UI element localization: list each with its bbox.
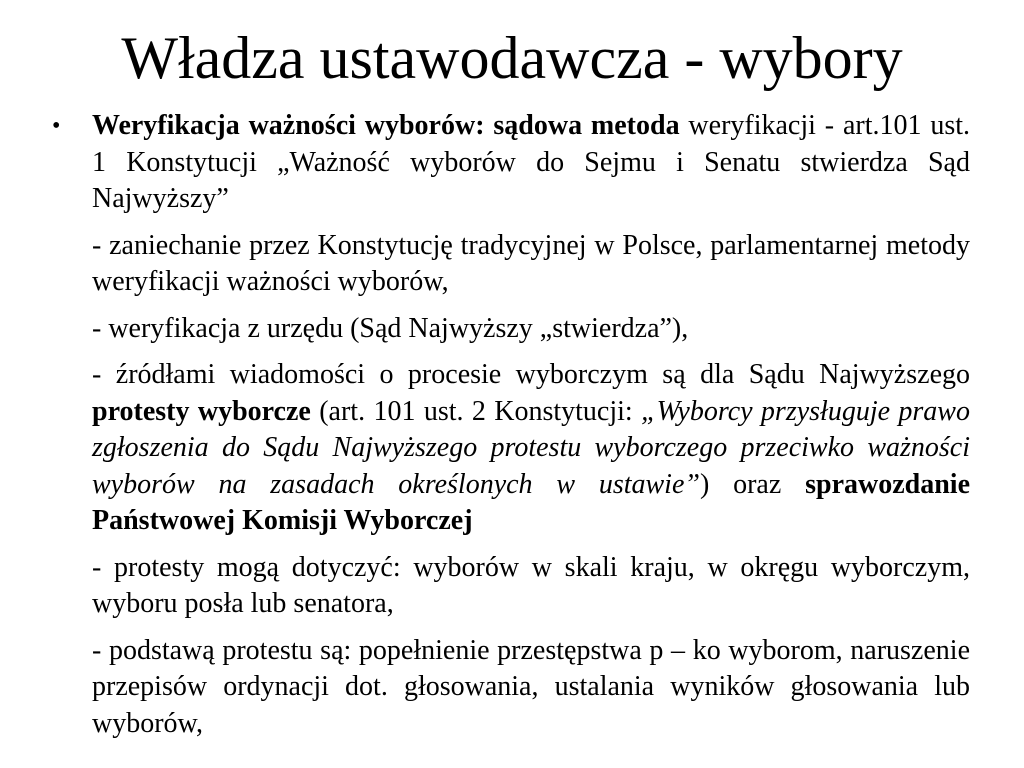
- paragraph-sources: [92, 357, 970, 540]
- paragraph-verification-bold: Weryfikacja ważności wyborów: sądowa metoda: [92, 110, 680, 141]
- paragraph-verification: [52, 108, 970, 218]
- sources-report-bold: sprawozdanie Państwowej Komisji Wyborczej: [92, 468, 970, 536]
- paragraph-protest-basis: - podstawą protestu są: popełnienie przestępstwa p – ko wyborom, naruszenie przepisów ordynacji dot. głosowania, ustalania wyników głosowania lub wyborów,: [92, 634, 970, 739]
- slide-title: Władza ustawodawcza - wybory: [121, 25, 903, 91]
- paragraph-protest-scope: - protesty mogą dotyczyć: wyborów w skali kraju, w okręgu wyborczym, wyboru posła lub senatora,: [92, 551, 970, 619]
- sources-text-a: - źródłami wiadomości o procesie wyborczym są dla Sądu Najwyższego: [92, 359, 970, 390]
- paragraph-abandonment: - zaniechanie przez Konstytucję tradycyjnej w Polsce, parlamentarnej metody weryfikacji ważności wyborów,: [92, 229, 970, 297]
- paragraph-ex-officio: - weryfikacja z urzędu (Sąd Najwyższy „stwierdza”),: [92, 312, 689, 344]
- bullet-icon: •: [52, 113, 61, 139]
- sources-protests-bold: protesty wyborcze: [92, 395, 311, 427]
- slide-body: [52, 108, 970, 752]
- paragraph-verification-text: weryfikacji - art.101 ust. 1 Konstytucji „Ważność wyborów do Sejmu i Senatu stwierdza Sąd Najwyższy”: [92, 110, 970, 214]
- sources-text-e: ) oraz: [699, 468, 806, 500]
- sources-text-c: (art. 101 ust. 2 Konstytucji:: [310, 395, 642, 427]
- sources-quote-italic: „Wyborcy przysługuje prawo zgłoszenia do Sądu Najwyższego protestu wyborczego przeciwko ważności wyborów na zasadach określonych w ustawie”: [92, 395, 970, 500]
